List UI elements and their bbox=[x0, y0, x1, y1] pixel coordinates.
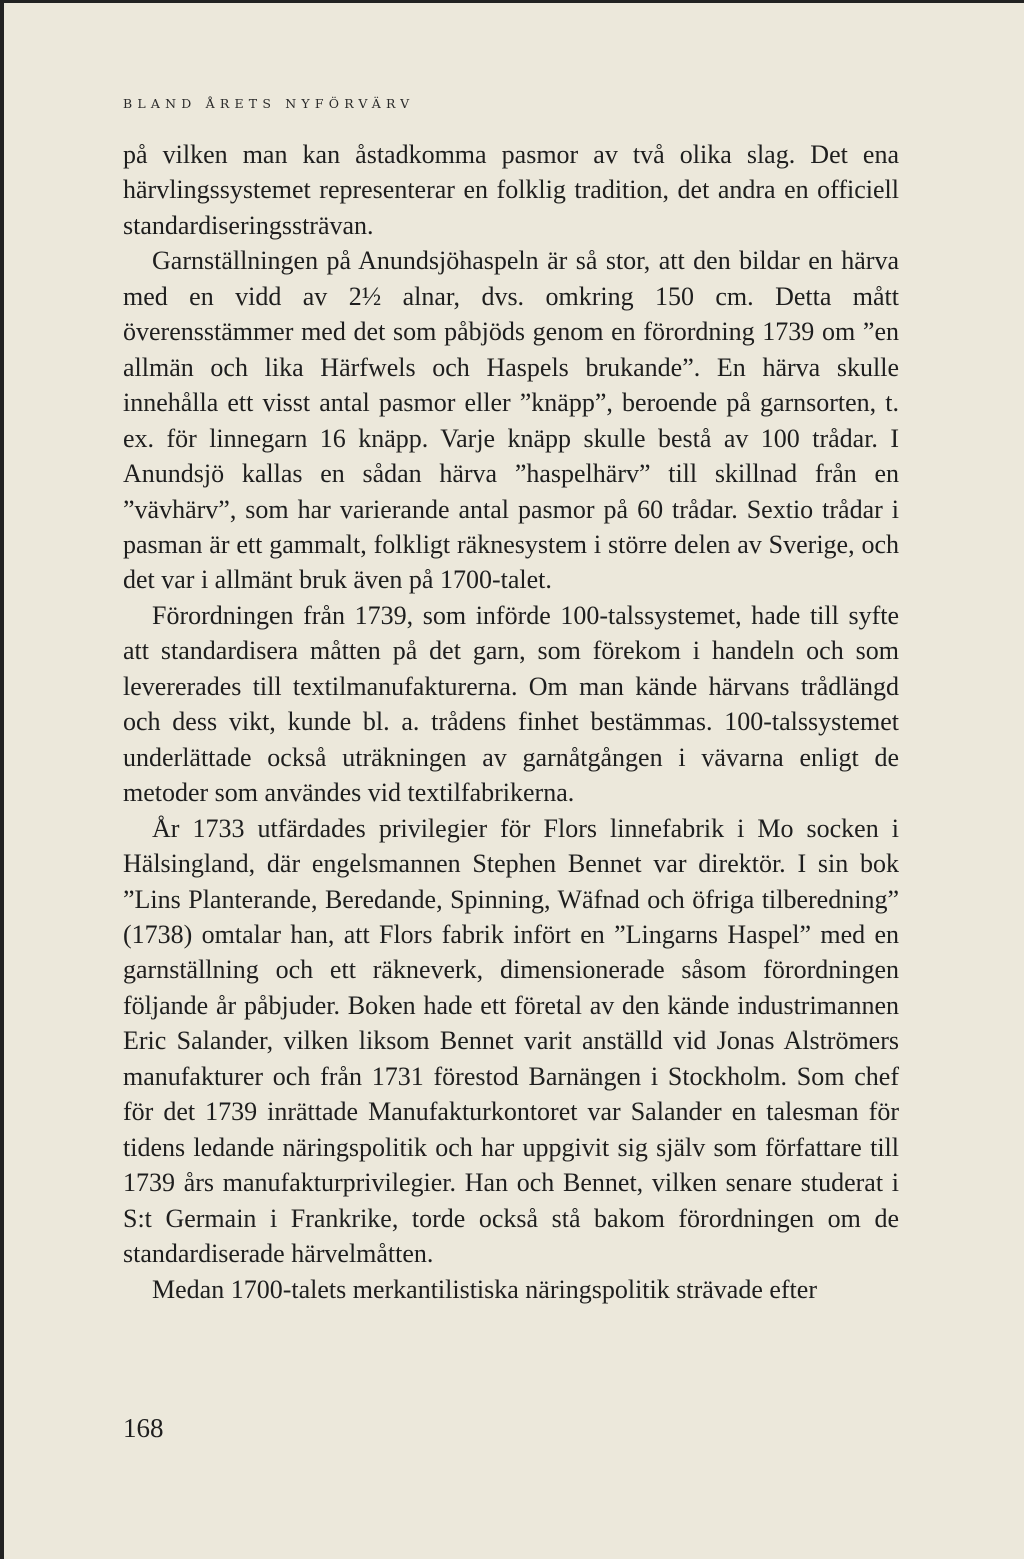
paragraph: Medan 1700-talets merkantilistiska näringspolitik strävade efter bbox=[152, 1274, 817, 1304]
paragraph: Förordningen från 1739, som införde 100-talssystemet, hade till syfte att standardisera måtten på det garn, som förekom i handeln och som levererades till textilmanufakturerna. Om man kände härvans trådlängd och dess vikt, kunde bl. a. trådens finhet bestämmas. 100-talssystemet underlättade också uträkningen av garnåtgången i vävarna enligt de metoder som användes vid textilfabrikerna. bbox=[123, 600, 899, 808]
paragraph-continuation: på vilken man kan åstadkomma pasmor av två olika slag. Det ena härvlingssystemet representerar en folklig tradition, det andra en officiell standardiseringssträvan. bbox=[123, 140, 899, 240]
running-header: BLAND ÅRETS NYFÖRVÄRV bbox=[123, 96, 415, 111]
page-number: 168 bbox=[123, 1413, 164, 1443]
body-text bbox=[123, 137, 899, 1307]
paragraph: År 1733 utfärdades privilegier för Flors linnefabrik i Mo socken i Hälsingland, där engelsmannen Stephen Bennet var direktör. I sin bok ”Lins Planterande, Beredande, Spinning, Wäfnad och öfriga tilberedning” (1738) omtalar han, att Flors fabrik infört en ”Lingarns Haspel” med en garnställning och ett räkneverk, dimensionerade såsom förordningen följande år påbjuder. Boken hade ett företal av den kände industrimannen Eric Salander, vilken liksom Bennet varit anställd vid Jonas Alströmers manufakturer och från 1731 förestod Barnängen i Stockholm. Som chef för det 1739 inrättade Manufakturkontoret var Salander en talesman för tidens ledande näringspolitik och har uppgivit sig själv som författare till 1739 års manufakturprivilegier. Han och Bennet, vilken senare studerat i S:t Germain i Frankrike, torde också stå bakom förordningen om de standardiserade härvelmåtten. bbox=[123, 813, 899, 1269]
paragraph: Garnställningen på Anundsjöhaspeln är så stor, att den bildar en härva med en vidd av 2½ alnar, dvs. omkring 150 cm. Detta mått överensstämmer med det som påbjöds genom en förordning 1739 om ”en allmän och lika Härfwels och Haspels brukande”. En härva skulle innehålla ett visst antal pasmor eller ”knäpp”, beroende på garnsorten, t. ex. för linnegarn 16 knäpp. Varje knäpp skulle bestå av 100 trådar. I Anundsjö kallas en sådan härva ”haspelhärv” till skillnad från en ”vävhärv”, som har varierande antal pasmor på 60 trådar. Sextio trådar i pasman är ett gammalt, folkligt räknesystem i större delen av Sverige, och det var i allmänt bruk även på 1700-talet. bbox=[123, 246, 899, 595]
